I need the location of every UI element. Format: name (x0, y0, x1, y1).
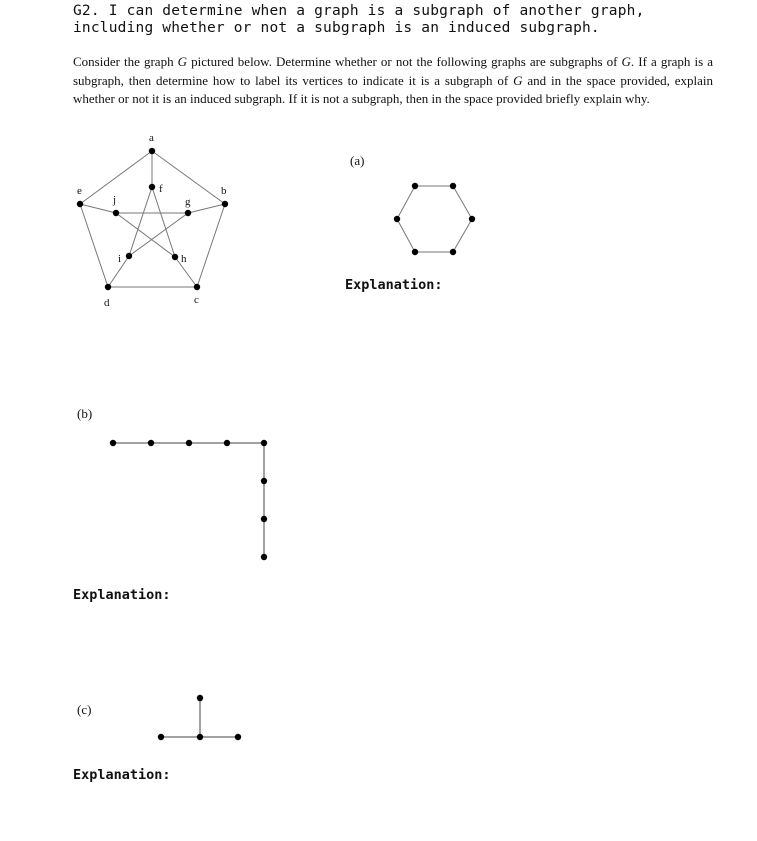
vertex-a (149, 148, 155, 154)
part-b-label: (b) (77, 406, 93, 421)
vertex-c (194, 284, 200, 290)
graph-a-hexagon (394, 183, 475, 255)
vertex-i (126, 253, 132, 259)
vertex-label-d: d (104, 297, 110, 309)
vertex-j (113, 210, 119, 216)
vertex-label-e: e (77, 185, 82, 197)
graph-a-vertex (412, 249, 418, 255)
vertex-f (149, 184, 155, 190)
edge-b-g (188, 204, 225, 213)
graph-b-edges (113, 443, 264, 557)
vertex-label-f: f (159, 183, 163, 195)
vertex-d (105, 284, 111, 290)
hexagon-cycle (397, 186, 472, 252)
edge-h-j (116, 213, 175, 257)
vertex-b (222, 201, 228, 207)
graph-b-vertex (148, 440, 154, 446)
graph-b-vertex (261, 478, 267, 484)
vertex-g (185, 210, 191, 216)
edge-g-i (129, 213, 188, 256)
vertex-label-g: g (185, 196, 191, 208)
graph-c-vertex (235, 734, 241, 740)
graph-c-vertex (197, 734, 203, 740)
vertex-label-c: c (194, 294, 199, 306)
edge-b-c (197, 204, 225, 287)
graph-b-vertex (261, 440, 267, 446)
vertex-label-j: j (113, 194, 117, 206)
edge-f-i (129, 187, 152, 256)
problem-instructions: Consider the graph G pictured below. Determine whether or not the following graphs are subgraphs of G. If a graph is a subgraph, then determine how to label its vertices to indicate it is a subgraph of G and in the space provided, explain whether or not it is an induced subgraph. If it is not a subgraph, then in the space provided briefly explain why. (73, 54, 714, 106)
graph-c-vertex (158, 734, 164, 740)
graph-b-path (110, 440, 267, 560)
graph-c-vertex (197, 695, 203, 701)
graph-a-vertex (450, 249, 456, 255)
vertex-h (172, 254, 178, 260)
graph-a-vertex (450, 183, 456, 189)
vertex-label-h: h (181, 253, 187, 265)
graph-b-vertex (261, 516, 267, 522)
graph-a-vertex (469, 216, 475, 222)
part-c-label: (c) (77, 702, 92, 717)
graph-b-vertex (110, 440, 116, 446)
part-a-explanation-label: Explanation: (345, 277, 443, 293)
graph-b-vertex (224, 440, 230, 446)
vertex-label-i: i (118, 253, 122, 265)
part-b-explanation-label: Explanation: (73, 587, 171, 603)
graph-a-vertex (394, 216, 400, 222)
part-a-label: (a) (350, 153, 365, 168)
graph-b-vertex (186, 440, 192, 446)
vertex-label-b: b (221, 185, 227, 197)
edge-d-e (80, 204, 108, 287)
graph-a-vertex (412, 183, 418, 189)
vertex-e (77, 201, 83, 207)
graph-c-claw (158, 695, 241, 740)
problem-heading: G2. I can determine when a graph is a subgraph of another graph, including whether or not a subgraph is an induced subgraph. (73, 3, 645, 36)
vertex-label-a: a (149, 132, 154, 144)
edge-e-j (80, 204, 116, 213)
part-c-explanation-label: Explanation: (73, 767, 171, 783)
graph-b-vertex (261, 554, 267, 560)
graph-g (77, 132, 228, 309)
edge-f-h (152, 187, 175, 257)
